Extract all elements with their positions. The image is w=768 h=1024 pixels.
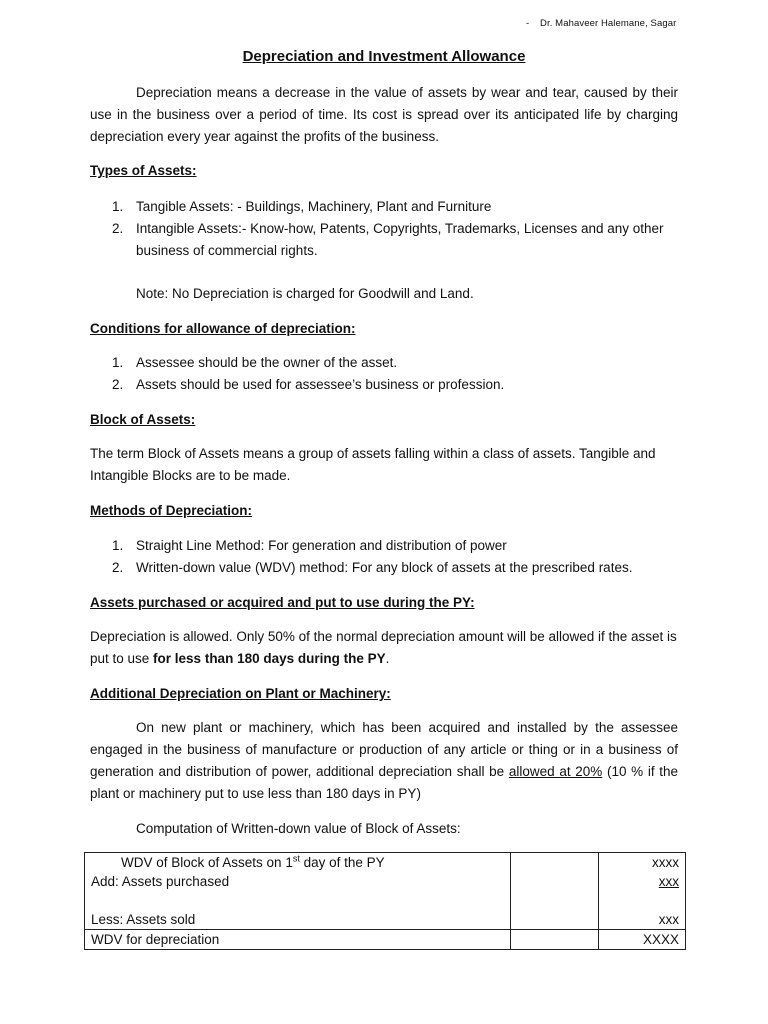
types-heading: Types of Assets: xyxy=(90,163,197,178)
author-header xyxy=(526,17,677,31)
table-cell-empty xyxy=(511,853,599,930)
types-note: Note: No Depreciation is charged for Goodwill and Land. xyxy=(136,286,474,301)
purchased-heading: Assets purchased or acquired and put to use during the PY: xyxy=(90,595,475,610)
list-item: 2. Intangible Assets:- Know-how, Patents, Copyrights, Trademarks, Licenses and any other business of commercial rights. xyxy=(112,221,664,258)
table-cell-values xyxy=(599,853,686,930)
computation-caption: Computation of Written-down value of Block of Assets: xyxy=(136,821,461,836)
table-row xyxy=(85,853,686,930)
types-list xyxy=(90,196,678,262)
list-item: 1. Straight Line Method: For generation and distribution of power xyxy=(112,538,507,553)
value-wdv-for-depreciation: XXXX xyxy=(599,930,686,950)
row-wdv-for-depreciation: WDV for depreciation xyxy=(85,930,511,950)
author-name: Dr. Mahaveer Halemane, Sagar xyxy=(540,18,677,29)
conditions-list xyxy=(90,352,678,396)
header-dash: - xyxy=(526,18,530,29)
value-purchased: xxx xyxy=(658,874,679,889)
document-title: Depreciation and Investment Allowance xyxy=(242,48,526,65)
table-row xyxy=(85,930,686,950)
value-sold: xxx xyxy=(658,912,679,927)
wdv-computation-table xyxy=(84,852,686,950)
row-add-purchased: Add: Assets purchased xyxy=(91,874,230,889)
block-heading: Block of Assets: xyxy=(90,412,196,427)
block-paragraph: The term Block of Assets means a group of assets falling within a class of assets. Tangible and Intangible Blocks are to be made. xyxy=(90,446,656,483)
list-item: 1. Assessee should be the owner of the asset. xyxy=(112,355,398,370)
intro-paragraph: Depreciation means a decrease in the value of assets by wear and tear, caused by their use in the business over a period of time. Its cost is spread over its anticipated life by charging depreciation every year against the profits of the business. xyxy=(90,85,678,144)
purchased-paragraph: Depreciation is allowed. Only 50% of the normal depreciation amount will be allowed if the asset is put to use for less than 180 days during the PY. xyxy=(90,629,677,666)
list-item: 2. Written-down value (WDV) method: For any block of assets at the prescribed rates. xyxy=(112,560,633,575)
additional-paragraph: On new plant or machinery, which has been acquired and installed by the assessee engaged in the business of manufacture or production of any article or thing or in a business of generation and distribution of power, additional depreciation shall be allowed at 20% (10 % if the plant or machinery put to use less than 180 days in PY) xyxy=(90,720,679,801)
conditions-heading: Conditions for allowance of depreciation: xyxy=(90,321,356,336)
additional-heading: Additional Depreciation on Plant or Machinery: xyxy=(90,686,391,701)
table-cell-empty xyxy=(511,930,599,950)
list-item: 1. Tangible Assets: - Buildings, Machinery, Plant and Furniture xyxy=(112,199,492,214)
table-cell-labels xyxy=(85,853,511,930)
methods-heading: Methods of Depreciation: xyxy=(90,503,253,518)
value-opening: xxxx xyxy=(652,855,679,870)
row-opening-wdv: WDV of Block of Assets on 1st day of the PY xyxy=(121,853,385,870)
row-less-sold: Less: Assets sold xyxy=(91,912,196,927)
list-item: 2. Assets should be used for assessee’s business or profession. xyxy=(112,377,505,392)
methods-list xyxy=(90,535,678,579)
